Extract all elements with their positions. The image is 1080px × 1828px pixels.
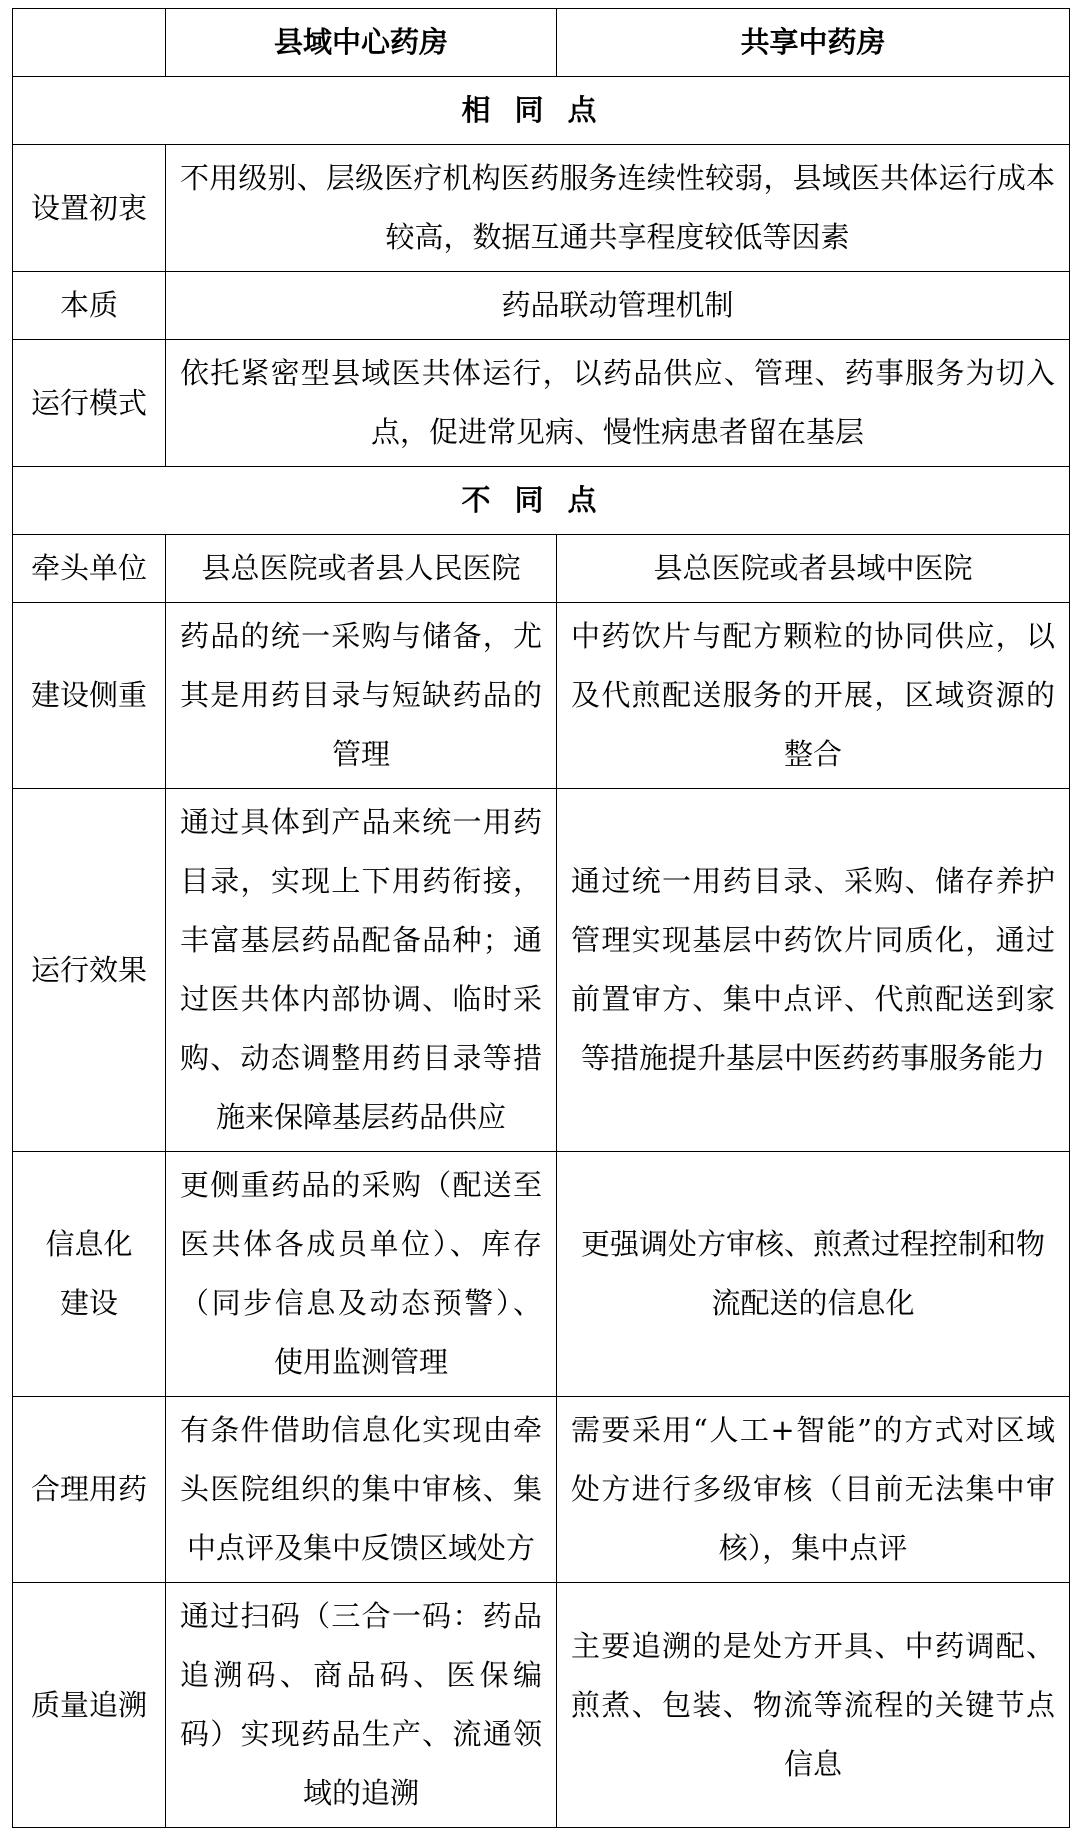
- table-row: [13, 340, 1070, 467]
- row-label-lead-unit: 牵头单位: [13, 535, 166, 603]
- comparison-table: [12, 8, 1070, 1828]
- row-content-operation-mode: 依托紧密型县域医共体运行，以药品供应、管理、药事服务为切入点，促进常见病、慢性病患者留在基层: [166, 340, 1070, 467]
- row-label-operation-mode: 运行模式: [13, 340, 166, 467]
- row-label-informatization: 信息化建设: [13, 1152, 166, 1397]
- row-content-essence: 药品联动管理机制: [166, 272, 1070, 340]
- table-row: [13, 145, 1070, 272]
- section-row-similarities: [13, 77, 1070, 145]
- section-row-differences: [13, 467, 1070, 535]
- row-rational-drug-use-county-center: 有条件借助信息化实现由牵头医院组织的集中审核、集中点评及集中反馈区域处方: [166, 1397, 557, 1583]
- row-quality-tracing-county-center: 通过扫码（三合一码：药品追溯码、商品码、医保编码）实现药品生产、流通领域的追溯: [166, 1583, 557, 1828]
- row-label-original-intention: 设置初衷: [13, 145, 166, 272]
- table-row: [13, 272, 1070, 340]
- row-operation-effect-county-center: 通过具体到产品来统一用药目录，实现上下用药衔接，丰富基层药品配备品种；通过医共体内部协调、临时采购、动态调整用药目录等措施来保障基层药品供应: [166, 789, 557, 1152]
- header-row: [13, 9, 1070, 77]
- table-row: [13, 1583, 1070, 1828]
- section-title-similarities: 相同点: [13, 77, 1070, 145]
- row-label-essence: 本质: [13, 272, 166, 340]
- row-label-rational-drug-use: 合理用药: [13, 1397, 166, 1583]
- table-row: [13, 535, 1070, 603]
- table-row: [13, 1397, 1070, 1583]
- row-construction-focus-shared-tcm: 中药饮片与配方颗粒的协同供应，以及代煎配送服务的开展，区域资源的整合: [557, 603, 1070, 789]
- row-label-quality-tracing: 质量追溯: [13, 1583, 166, 1828]
- row-lead-unit-shared-tcm: 县总医院或者县域中医院: [557, 535, 1070, 603]
- row-rational-drug-use-shared-tcm: 需要采用“人工+智能”的方式对区域处方进行多级审核（目前无法集中审核），集中点评: [557, 1397, 1070, 1583]
- row-label-construction-focus: 建设侧重: [13, 603, 166, 789]
- header-corner-cell: [13, 9, 166, 77]
- row-construction-focus-county-center: 药品的统一采购与储备，尤其是用药目录与短缺药品的管理: [166, 603, 557, 789]
- table-row: [13, 603, 1070, 789]
- table-row: [13, 789, 1070, 1152]
- row-quality-tracing-shared-tcm: 主要追溯的是处方开具、中药调配、煎煮、包装、物流等流程的关键节点信息: [557, 1583, 1070, 1828]
- row-operation-effect-shared-tcm: 通过统一用药目录、采购、储存养护管理实现基层中药饮片同质化，通过前置审方、集中点评、代煎配送到家等措施提升基层中医药药事服务能力: [557, 789, 1070, 1152]
- table-row: [13, 1152, 1070, 1397]
- row-lead-unit-county-center: 县总医院或者县人民医院: [166, 535, 557, 603]
- section-title-differences: 不同点: [13, 467, 1070, 535]
- row-informatization-county-center: 更侧重药品的采购（配送至医共体各成员单位）、库存（同步信息及动态预警）、使用监测管理: [166, 1152, 557, 1397]
- header-shared-tcm-pharmacy: 共享中药房: [557, 9, 1070, 77]
- header-county-center-pharmacy: 县域中心药房: [166, 9, 557, 77]
- row-label-operation-effect: 运行效果: [13, 789, 166, 1152]
- row-informatization-shared-tcm: 更强调处方审核、煎煮过程控制和物流配送的信息化: [557, 1152, 1070, 1397]
- row-content-original-intention: 不用级别、层级医疗机构医药服务连续性较弱，县域医共体运行成本较高，数据互通共享程度较低等因素: [166, 145, 1070, 272]
